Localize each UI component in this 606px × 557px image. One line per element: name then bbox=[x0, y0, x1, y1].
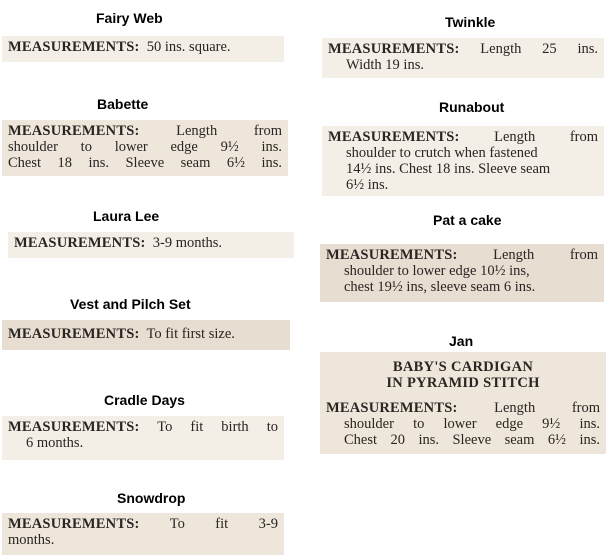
measurements-value: Length from bbox=[493, 247, 598, 263]
measurements-label: MEASUREMENTS: bbox=[8, 326, 140, 342]
measurements-clip-pat-a-cake bbox=[320, 244, 604, 302]
measurements-line bbox=[326, 247, 598, 263]
pattern-title-laura-lee: Laura Lee bbox=[93, 208, 160, 224]
measurements-value: 3-9 months. bbox=[152, 235, 223, 251]
pattern-title-snowdrop: Snowdrop bbox=[117, 490, 186, 506]
measurements-label: MEASUREMENTS: bbox=[328, 129, 460, 145]
measurements-line: chest 19½ ins, sleeve seam 6 ins. bbox=[344, 279, 536, 295]
measurements-value: To fit 3-9 bbox=[169, 516, 278, 532]
measurements-line: Chest 18 ins. Sleeve seam 6½ ins. bbox=[8, 155, 282, 171]
measurements-clip-cradle-days bbox=[2, 416, 284, 460]
measurements-label: MEASUREMENTS: bbox=[8, 516, 140, 532]
pattern-title-babette: Babette bbox=[97, 96, 149, 112]
measurements-line: shoulder to lower edge 9½ ins. bbox=[344, 416, 600, 432]
measurements-value: 50 ins. square. bbox=[146, 39, 231, 55]
measurements-value: To fit birth to bbox=[157, 419, 278, 435]
measurements-clip-jan bbox=[320, 352, 606, 454]
measurements-line: 14½ ins. Chest 18 ins. Sleeve seam bbox=[346, 161, 551, 177]
pattern-heading: IN PYRAMID STITCH bbox=[386, 375, 540, 391]
measurements-value: Length 25 ins. bbox=[480, 41, 598, 57]
pattern-title-runabout: Runabout bbox=[439, 99, 505, 115]
pattern-title-vest-and-pilch-set: Vest and Pilch Set bbox=[70, 296, 191, 312]
pattern-title-pat-a-cake: Pat a cake bbox=[433, 212, 502, 228]
measurements-label: MEASUREMENTS: bbox=[8, 123, 140, 139]
measurements-line bbox=[8, 39, 278, 55]
measurements-clip-twinkle bbox=[322, 38, 604, 78]
measurements-clip-vest-and-pilch-set bbox=[2, 320, 290, 350]
measurements-line: Chest 20 ins. Sleeve seam 6½ ins. bbox=[344, 432, 600, 448]
measurements-line: 6½ ins. bbox=[346, 177, 389, 193]
measurements-label: MEASUREMENTS: bbox=[8, 39, 140, 55]
measurements-label: MEASUREMENTS: bbox=[8, 419, 140, 435]
pattern-title-cradle-days: Cradle Days bbox=[104, 392, 185, 408]
pattern-heading: BABY'S CARDIGAN bbox=[392, 359, 534, 375]
measurements-clip-fairy-web bbox=[2, 36, 284, 62]
measurements-line bbox=[8, 123, 282, 139]
measurements-clip-laura-lee bbox=[8, 232, 294, 258]
measurements-line: Width 19 ins. bbox=[346, 57, 424, 73]
measurements-line: shoulder to lower edge 9½ ins. bbox=[8, 139, 282, 155]
measurements-clip-runabout bbox=[322, 126, 604, 196]
measurements-value: Length from bbox=[176, 123, 282, 139]
measurements-line bbox=[328, 129, 598, 145]
pattern-title-fairy-web: Fairy Web bbox=[96, 10, 163, 26]
measurements-line bbox=[8, 516, 278, 532]
measurements-line: 6 months. bbox=[26, 435, 84, 451]
measurements-value: Length from bbox=[494, 129, 598, 145]
measurements-line: shoulder to lower edge 10½ ins, bbox=[344, 263, 530, 279]
measurements-value: Length from bbox=[494, 400, 600, 416]
measurements-line bbox=[8, 326, 284, 342]
measurements-clip-babette bbox=[2, 120, 288, 176]
measurements-line bbox=[328, 41, 598, 57]
measurements-label: MEASUREMENTS: bbox=[328, 41, 460, 57]
pattern-title-jan: Jan bbox=[449, 333, 474, 349]
pattern-title-twinkle: Twinkle bbox=[445, 14, 496, 30]
measurements-line: shoulder to crutch when fastened bbox=[346, 145, 538, 161]
measurements-label: MEASUREMENTS: bbox=[326, 400, 458, 416]
measurements-clip-snowdrop bbox=[2, 513, 284, 555]
measurements-line bbox=[14, 235, 288, 251]
measurements-line bbox=[326, 400, 600, 416]
measurements-value: To fit first size. bbox=[146, 326, 235, 342]
measurements-label: MEASUREMENTS: bbox=[14, 235, 146, 251]
measurements-line: months. bbox=[8, 532, 55, 548]
measurements-label: MEASUREMENTS: bbox=[326, 247, 458, 263]
measurements-line bbox=[8, 419, 278, 435]
